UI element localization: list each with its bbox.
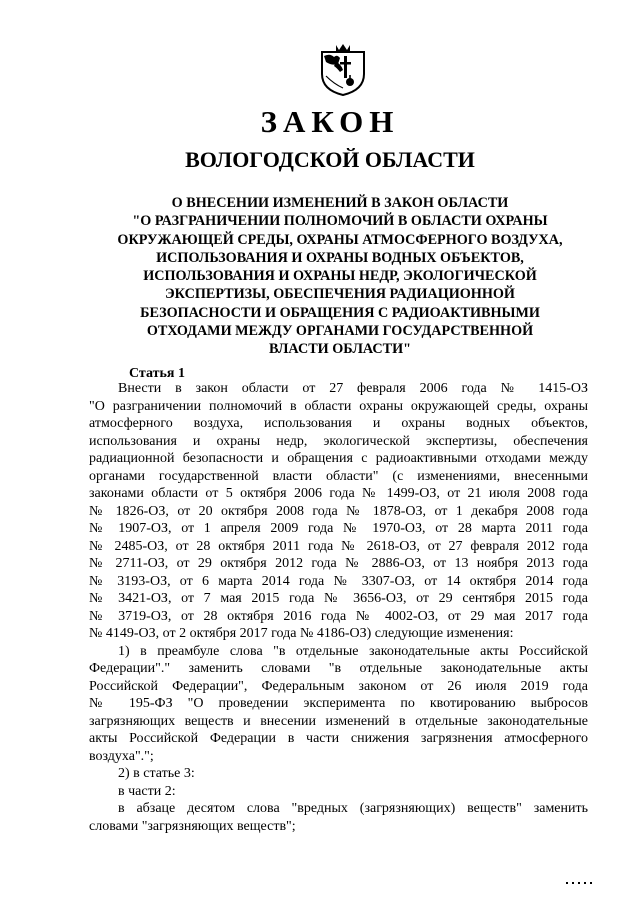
subtitle-line: "О РАЗГРАНИЧЕНИИ ПОЛНОМОЧИЙ В ОБЛАСТИ ОХРАНЫ xyxy=(132,213,548,230)
body-line: № 4149-ОЗ, от 2 октября 2017 года № 4186-ОЗ) следующие изменения: xyxy=(89,626,514,641)
body-line: радиационной безопасности и обращения с радиоактивными отходами между xyxy=(89,451,588,466)
body-line: № 3719-ОЗ, от 28 октября 2016 года № 4002-ОЗ, от 29 мая 2017 года xyxy=(89,608,588,624)
body-line: в части 2: xyxy=(118,783,176,799)
subtitle-line: ИСПОЛЬЗОВАНИЯ И ОХРАНЫ ВОДНЫХ ОБЪЕКТОВ, xyxy=(156,249,524,266)
law-subtitle xyxy=(60,194,620,359)
law-title: ЗАКОН xyxy=(260,104,400,139)
body-line: № 2485-ОЗ, от 28 октября 2011 года № 2618-ОЗ, от 27 февраля 2012 года xyxy=(89,538,588,554)
body-line: законами области от 5 октября 2006 года № 1499-ОЗ, от 21 июля 2008 года xyxy=(89,486,588,501)
subtitle-line: ОТХОДАМИ МЕЖДУ ОРГАНАМИ ГОСУДАРСТВЕННОЙ xyxy=(146,323,534,340)
body-line: 1) в преамбуле слова "в отдельные законодательные акты Российской xyxy=(118,643,588,659)
body-line: органами государственной власти области" (с изменениями, внесенными xyxy=(89,468,588,484)
body-line: в абзаце десятом слова "вредных (загрязняющих) веществ" заменить xyxy=(118,801,588,816)
body-line: № 1826-ОЗ, от 20 октября 2008 года № 1878-ОЗ, от 1 декабря 2008 года xyxy=(89,503,588,519)
body-line: № 2711-ОЗ, от 29 октября 2012 года № 2886-ОЗ, от 13 ноября 2013 года xyxy=(89,556,588,571)
subtitle-line: ВЛАСТИ ОБЛАСТИ" xyxy=(268,341,412,358)
body-line: акты Российской Федерации в части снижения загрязнения атмосферного xyxy=(89,731,588,746)
coat-of-arms-icon xyxy=(314,42,372,96)
body-line: № 3193-ОЗ, от 6 марта 2014 года № 3307-ОЗ, от 14 октября 2014 года xyxy=(89,573,588,589)
body-line: воздуха"."; xyxy=(89,748,154,764)
body-line: использования и охраны недр, экологической экспертизы, обеспечения xyxy=(89,433,588,449)
subtitle-line: ОКРУЖАЮЩЕЙ СРЕДЫ, ОХРАНЫ АТМОСФЕРНОГО ВОЗДУХА, xyxy=(117,231,563,248)
subtitle-line: О ВНЕСЕНИИ ИЗМЕНЕНИЙ В ЗАКОН ОБЛАСТИ xyxy=(171,195,509,211)
body-line: атмосферного воздуха, использования и охраны водных объектов, xyxy=(89,416,588,431)
subtitle-line: БЕЗОПАСНОСТИ И ОБРАЩЕНИЯ С РАДИОАКТИВНЫМИ xyxy=(140,304,540,321)
article-heading: Статья 1 xyxy=(129,366,185,381)
body-line: "О разграничении полномочий в области охраны окружающей среды, охраны xyxy=(89,398,588,414)
body-line: словами "загрязняющих веществ"; xyxy=(89,818,296,834)
body-line: Федерации"." заменить словами "в отдельные законодательные акты xyxy=(89,661,588,676)
body-line: Внести в закон области от 27 февраля 2006 года № 1415-ОЗ xyxy=(118,381,588,396)
body-line: загрязняющих веществ и внесении изменений в отдельные законодательные xyxy=(89,713,588,729)
body-line: № 3421-ОЗ, от 7 мая 2015 года № 3656-ОЗ, от 29 сентября 2015 года xyxy=(89,591,588,606)
body-line: № 195-ФЗ "О проведении эксперимента по квотированию выбросов xyxy=(89,696,588,711)
subtitle-line: ЭКСПЕРТИЗЫ, ОБЕСПЕЧЕНИЯ РАДИАЦИОННОЙ xyxy=(165,286,515,303)
region-title: ВОЛОГОДСКОЙ ОБЛАСТИ xyxy=(185,147,475,172)
body-line: № 1907-ОЗ, от 1 апреля 2009 года № 1970-ОЗ, от 28 марта 2011 года xyxy=(89,521,588,536)
body-line: 2) в статье 3: xyxy=(118,766,195,781)
scan-mark-icon xyxy=(566,882,596,885)
body-line: Российской Федерации", Федеральным законом от 26 июля 2019 года xyxy=(89,678,588,694)
article-body xyxy=(89,380,588,835)
subtitle-line: ИСПОЛЬЗОВАНИЯ И ОХРАНЫ НЕДР, ЭКОЛОГИЧЕСКОЙ xyxy=(143,268,537,285)
